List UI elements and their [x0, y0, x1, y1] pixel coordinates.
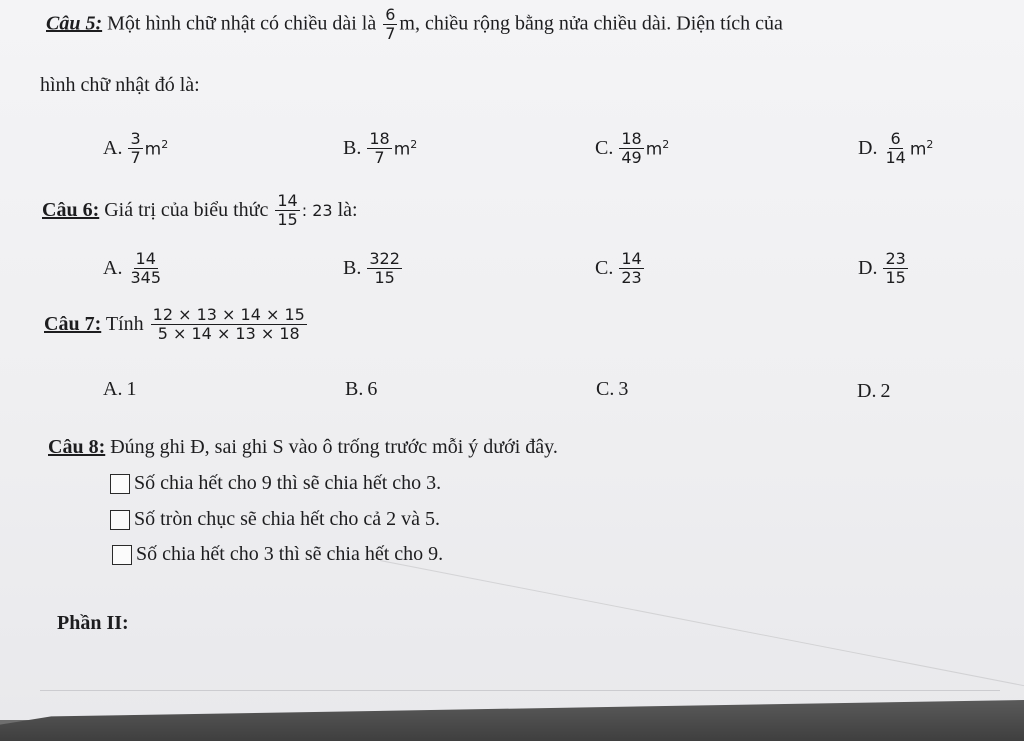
question-5-text-b: m, chiều rộng bằng nửa chiều dài. Diện tích của: [399, 12, 783, 35]
statement-text: Số chia hết cho 9 thì sẽ chia hết cho 3.: [134, 472, 442, 494]
option-letter: B.: [343, 257, 362, 280]
option-letter: B.: [343, 137, 362, 160]
fraction-denominator: 7: [130, 148, 141, 168]
question-7-text: Tính: [101, 313, 149, 336]
fraction-denominator: 15: [277, 210, 298, 230]
q7-option-a[interactable]: [103, 378, 136, 401]
q7-option-b[interactable]: [345, 378, 377, 401]
q6-option-b[interactable]: [343, 250, 404, 288]
q5-option-d[interactable]: [858, 130, 933, 168]
q6-option-a[interactable]: [103, 250, 165, 288]
q8-statement-1: [110, 472, 441, 495]
fraction-numerator: 3: [130, 129, 141, 148]
fraction-numerator: 12 × 13 × 14 × 15: [152, 305, 305, 324]
option-fraction: [128, 130, 142, 168]
fraction-denominator: 7: [385, 24, 396, 44]
q5-option-a[interactable]: [103, 130, 168, 168]
option-unit: [646, 138, 670, 160]
option-letter: A.: [103, 257, 123, 280]
q7-option-c[interactable]: [596, 378, 628, 401]
fraction-denominator: 5 × 14 × 13 × 18: [157, 324, 300, 344]
q6-option-d[interactable]: [858, 250, 910, 288]
question-5-label: Câu 5:: [46, 12, 103, 35]
option-letter: C.: [595, 137, 614, 160]
question-6-divisor: : 23: [301, 201, 333, 221]
question-5-length-fraction: [383, 6, 397, 44]
unit-text: m: [909, 139, 927, 160]
q5-option-b[interactable]: [343, 130, 417, 168]
option-unit: [910, 138, 934, 160]
question-6-text-a: Giá trị của biểu thức: [99, 199, 274, 222]
question-8-line: [48, 436, 558, 459]
q7-option-d[interactable]: [857, 380, 890, 403]
statement-text: Số tròn chục sẽ chia hết cho cả 2 và 5.: [134, 508, 441, 530]
fraction-numerator: 23: [885, 249, 906, 268]
option-fraction: [883, 250, 907, 288]
option-letter: D.: [858, 257, 878, 280]
question-8-text: Đúng ghi Đ, sai ghi S vào ô trống trước mỗi ý dưới đây.: [105, 436, 558, 458]
question-8-label: Câu 8:: [48, 436, 106, 458]
question-7-line: [44, 306, 309, 344]
fraction-numerator: 18: [621, 129, 642, 148]
answer-checkbox[interactable]: [110, 474, 130, 494]
fraction-numerator: 18: [369, 129, 390, 148]
fraction-denominator: 15: [885, 268, 906, 288]
question-5-line-2: hình chữ nhật đó là:: [40, 74, 200, 96]
option-value: 2: [880, 380, 891, 402]
q5-option-c[interactable]: [595, 130, 669, 168]
option-letter: D.: [857, 380, 877, 402]
option-fraction: [367, 130, 391, 168]
option-unit: [394, 138, 418, 160]
fraction-denominator: 14: [885, 148, 906, 168]
option-fraction: [367, 250, 402, 288]
answer-checkbox[interactable]: [110, 510, 130, 530]
fraction-denominator: 345: [130, 268, 161, 288]
option-value: 6: [367, 378, 378, 400]
option-value: 3: [618, 378, 629, 400]
fraction-numerator: 322: [369, 249, 400, 268]
fraction-denominator: 15: [374, 268, 395, 288]
option-value: 1: [126, 378, 137, 400]
fraction-numerator: 6: [890, 129, 901, 148]
option-fraction: [619, 130, 643, 168]
statement-text: Số chia hết cho 3 thì sẽ chia hết cho 9.: [136, 543, 444, 565]
fraction-numerator: 6: [385, 5, 396, 24]
q8-statement-2: [110, 508, 440, 531]
part-2-heading: Phần II:: [57, 612, 129, 634]
fraction-numerator: 14: [277, 191, 298, 210]
question-5-line-1: [46, 6, 783, 44]
unit-exponent: 2: [662, 138, 670, 152]
fraction-denominator: 7: [374, 148, 385, 168]
fraction-numerator: 14: [621, 249, 642, 268]
fraction-numerator: 14: [135, 249, 156, 268]
unit-exponent: 2: [161, 138, 169, 152]
question-6-text-c: là:: [332, 199, 358, 222]
unit-exponent: 2: [410, 138, 418, 152]
q6-option-c[interactable]: [595, 250, 646, 288]
unit-text: m: [144, 139, 162, 160]
option-letter: C.: [596, 378, 615, 400]
question-5-text-a: Một hình chữ nhật có chiều dài là: [102, 12, 382, 35]
option-fraction: [128, 250, 163, 288]
unit-text: m: [645, 139, 663, 160]
question-7-label: Câu 7:: [44, 313, 102, 336]
option-letter: C.: [595, 257, 614, 280]
option-fraction: [883, 130, 907, 168]
question-6-fraction: [275, 192, 299, 230]
unit-exponent: 2: [926, 138, 934, 152]
option-letter: A.: [103, 137, 123, 160]
option-letter: D.: [858, 137, 878, 160]
fraction-denominator: 49: [621, 148, 642, 168]
option-fraction: [619, 250, 643, 288]
q8-statement-3: [112, 543, 443, 566]
question-6-line: [42, 192, 358, 230]
question-6-label: Câu 6:: [42, 199, 100, 222]
option-letter: A.: [103, 378, 123, 400]
fraction-denominator: 23: [621, 268, 642, 288]
unit-text: m: [393, 139, 411, 160]
answer-checkbox[interactable]: [112, 545, 132, 565]
option-unit: [145, 138, 169, 160]
paper-fold-line: [40, 690, 1000, 691]
option-letter: B.: [345, 378, 364, 400]
question-7-fraction: [151, 306, 307, 344]
